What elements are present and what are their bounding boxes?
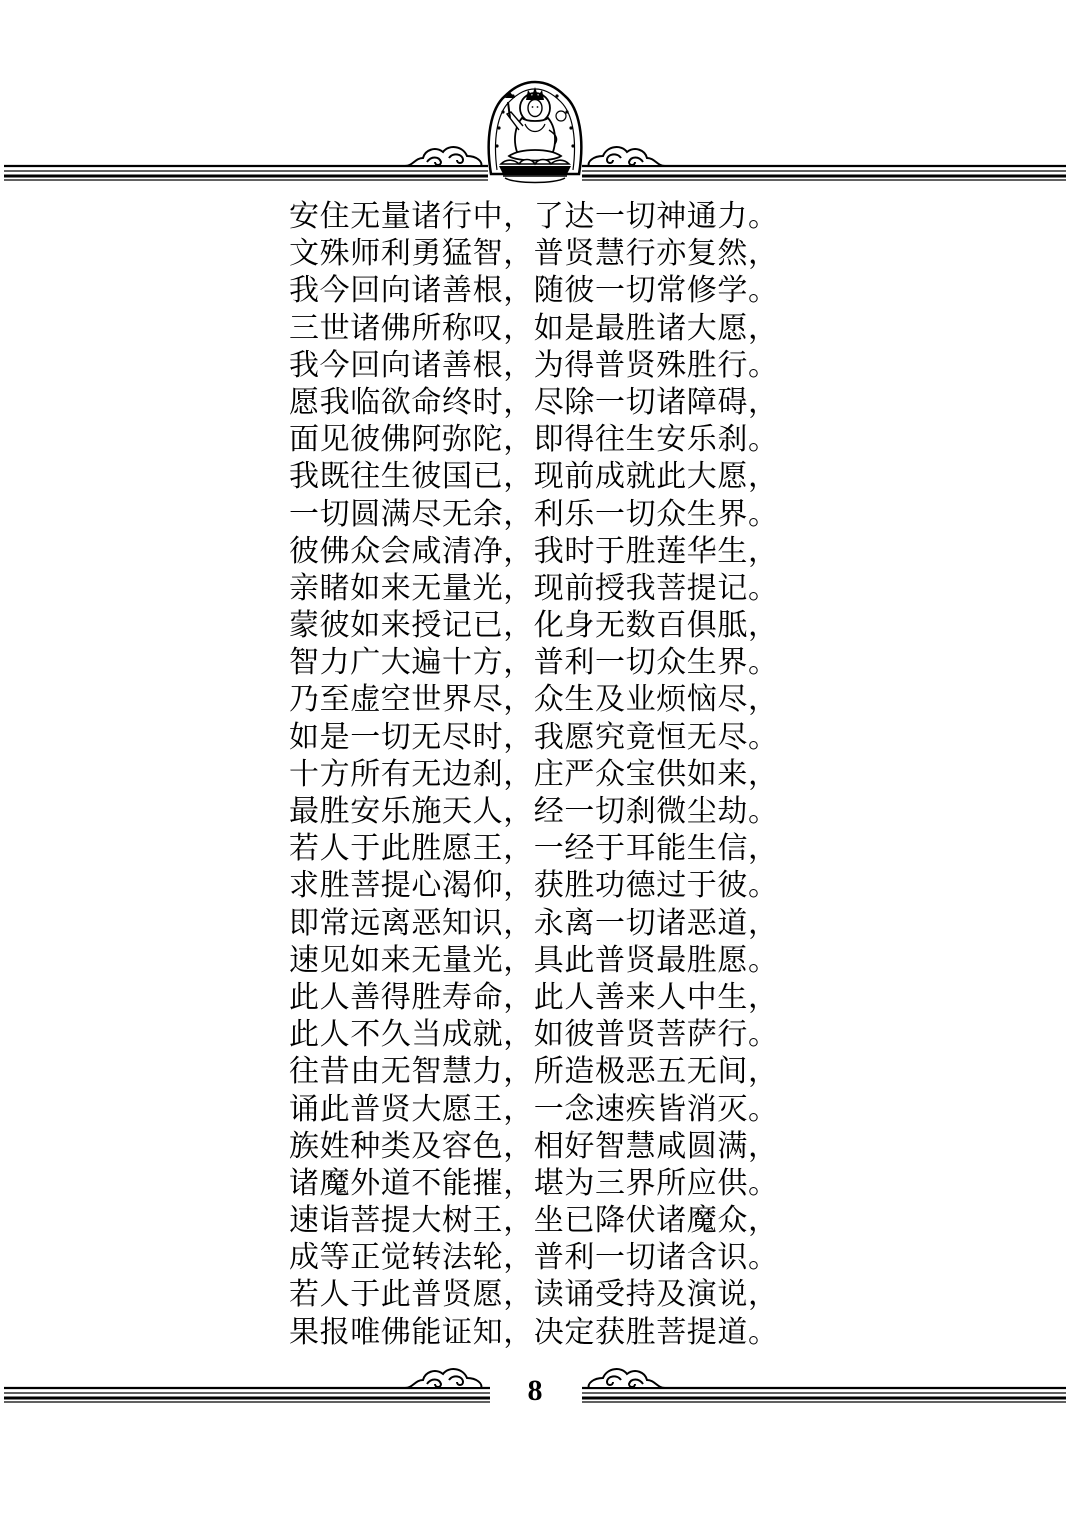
verse-line: 往昔由无智慧力，所造极恶五无间， (289, 1054, 779, 1090)
verse-line: 求胜菩提心渴仰，获胜功德过于彼。 (289, 868, 779, 904)
verse-line: 我既往生彼国已，现前成就此大愿， (289, 459, 779, 495)
verse-line: 若人于此普贤愿，读诵受持及演说， (289, 1277, 779, 1313)
verse-line: 如是一切无尽时，我愿究竟恒无尽。 (289, 719, 779, 755)
verse-line: 我今回向诸善根，随彼一切常修学。 (289, 273, 779, 309)
bodhisattva-figure-icon (489, 82, 582, 183)
verse-line: 智力广大遍十方，普利一切众生界。 (289, 645, 779, 681)
verse-line: 愿我临欲命终时，尽除一切诸障碍， (289, 384, 779, 420)
verse-line: 我今回向诸善根，为得普贤殊胜行。 (289, 347, 779, 383)
verse-line: 成等正觉转法轮，普利一切诸含识。 (289, 1240, 779, 1276)
auspicious-cloud-icon (405, 147, 481, 166)
verse-line: 速见如来无量光，具此普贤最胜愿。 (289, 942, 779, 978)
verse-line: 族姓种类及容色，相好智慧咸圆满， (289, 1128, 779, 1164)
auspicious-cloud-icon (589, 1369, 665, 1388)
verse-line: 安住无量诸行中，了达一切神通力。 (289, 199, 779, 234)
left-footer-rule (4, 1388, 490, 1402)
verse-line: 亲睹如来无量光，现前授我菩提记。 (289, 570, 779, 606)
verse-line: 此人善得胜寿命，此人善来人中生， (289, 979, 779, 1015)
verse-line: 速诣菩提大树王，坐已降伏诸魔众， (289, 1203, 779, 1239)
verse-line: 最胜安乐施天人，经一切刹微尘劫。 (289, 794, 779, 829)
verse-line: 一切圆满尽无余，利乐一切众生界。 (289, 496, 779, 532)
verse-line: 面见彼佛阿弥陀，即得往生安乐刹。 (289, 422, 779, 458)
page-number: 8 (527, 1374, 543, 1407)
verse-line: 诸魔外道不能摧，堪为三界所应供。 (289, 1165, 779, 1201)
verse-line: 若人于此胜愿王，一经于耳能生信， (289, 831, 779, 867)
verse-line: 文殊师利勇猛智，普贤慧行亦复然， (289, 236, 779, 272)
verse-line: 十方所有无边刹，庄严众宝供如来， (289, 756, 779, 792)
auspicious-cloud-icon (589, 147, 665, 166)
verse-line: 果报唯佛能证知，决定获胜菩提道。 (289, 1314, 779, 1350)
left-header-rule (4, 166, 488, 180)
right-header-rule (582, 166, 1066, 180)
verse-text-block (289, 198, 809, 1351)
header-ornament (0, 78, 1080, 188)
auspicious-cloud-icon (405, 1369, 481, 1388)
verse-line: 三世诸佛所称叹，如是最胜诸大愿， (289, 310, 779, 346)
verse-line: 诵此普贤大愿王，一念速疾皆消灭。 (289, 1091, 779, 1127)
verse-line: 彼佛众会咸清净，我时于胜莲华生， (289, 533, 779, 569)
right-footer-rule (582, 1388, 1066, 1402)
verse-line: 即常远离恶知识，永离一切诸恶道， (289, 905, 779, 941)
verse-line: 蒙彼如来授记已，化身无数百俱胝， (289, 608, 779, 644)
verse-line: 乃至虚空世界尽，众生及业烦恼尽， (289, 682, 779, 718)
verse-line: 此人不久当成就，如彼普贤菩萨行。 (289, 1017, 779, 1053)
